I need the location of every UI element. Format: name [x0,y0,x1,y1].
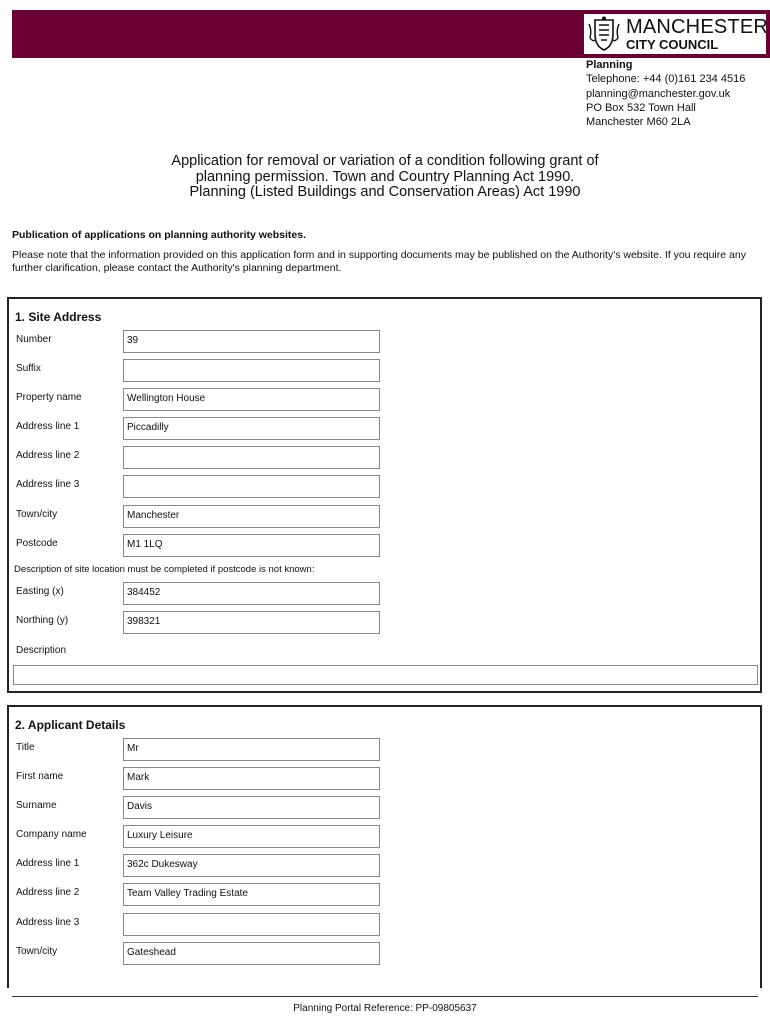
footer-divider [12,996,758,997]
document-title [0,154,770,201]
contact-po-box: PO Box 532 Town Hall [586,101,696,114]
title-label: Title [16,742,35,753]
council-logo [584,14,769,54]
section-title: 1. Site Address [15,310,102,324]
number-field[interactable]: 39 [123,330,380,353]
northing-label: Northing (y) [16,615,69,626]
address-line-1-field[interactable]: Piccadilly [123,417,380,440]
suffix-field[interactable] [123,359,380,382]
easting-label: Easting (x) [16,586,64,597]
first-name-field[interactable]: Mark [123,767,380,790]
property-name-field[interactable]: Wellington House [123,388,380,411]
postcode-label: Postcode [16,538,58,549]
town-label: Town/city [16,509,58,520]
suffix-label: Suffix [16,363,41,374]
northing-field[interactable]: 398321 [123,611,380,634]
description-field[interactable] [13,665,758,685]
company-name-field[interactable]: Luxury Leisure [123,825,380,848]
applicant-address-line-2-label: Address line 2 [16,887,80,898]
number-label: Number [16,334,52,345]
section-title: 2. Applicant Details [15,718,126,732]
logo-text-city-council: CITY COUNCIL [626,37,719,52]
address-line-3-label: Address line 3 [16,479,80,490]
contact-telephone: Telephone: +44 (0)161 234 4516 [586,73,746,86]
surname-label: Surname [16,800,57,811]
coat-of-arms-icon [586,16,622,52]
contact-city: Manchester M60 2LA [586,116,691,129]
title-line-3: Planning (Listed Buildings and Conservation Areas) Act 1990 [189,184,581,200]
title-line-2: planning permission. Town and Country Planning Act 1990. [195,168,575,185]
contact-email[interactable]: planning@manchester.gov.uk [586,87,731,100]
easting-field[interactable]: 384452 [123,582,380,605]
applicant-address-line-3-label: Address line 3 [16,917,80,928]
portal-reference: Planning Portal Reference: PP-09805637 [293,1003,477,1014]
description-label: Description [16,645,67,656]
applicant-address-line-2-field[interactable]: Team Valley Trading Estate [123,883,380,906]
address-line-3-field[interactable] [123,475,380,498]
applicant-address-line-1-field[interactable]: 362c Dukesway [123,854,380,877]
title-line-1: Application for removal or variation of a condition following grant of [171,153,599,169]
town-field[interactable]: Manchester [123,505,380,528]
company-name-label: Company name [16,829,87,840]
title-field[interactable]: Mr [123,738,380,761]
address-line-2-field[interactable] [123,446,380,469]
address-line-2-label: Address line 2 [16,450,80,461]
applicant-details-section [7,705,762,988]
publication-heading: Publication of applications on planning authority websites. [12,229,307,241]
property-name-label: Property name [16,392,82,403]
applicant-address-line-1-label: Address line 1 [16,858,80,869]
postcode-field[interactable]: M1 1LQ [123,534,380,557]
site-address-section [7,297,762,693]
contact-details [586,58,745,129]
applicant-town-field[interactable]: Gateshead [123,942,380,965]
logo-text-manchester: MANCHESTER [626,16,769,38]
applicant-town-label: Town/city [16,946,58,957]
surname-field[interactable]: Davis [123,796,380,819]
contact-department: Planning [586,59,633,71]
location-note: Description of site location must be completed if postcode is not known: [14,564,315,575]
first-name-label: First name [16,771,64,782]
applicant-address-line-3-field[interactable] [123,913,380,936]
publication-notice: Please note that the information provided on this application form and in supporting documents may be published on the Authority's website. If you require any further clarification, please contact the Authority's planning department. [12,249,746,274]
address-line-1-label: Address line 1 [16,421,80,432]
